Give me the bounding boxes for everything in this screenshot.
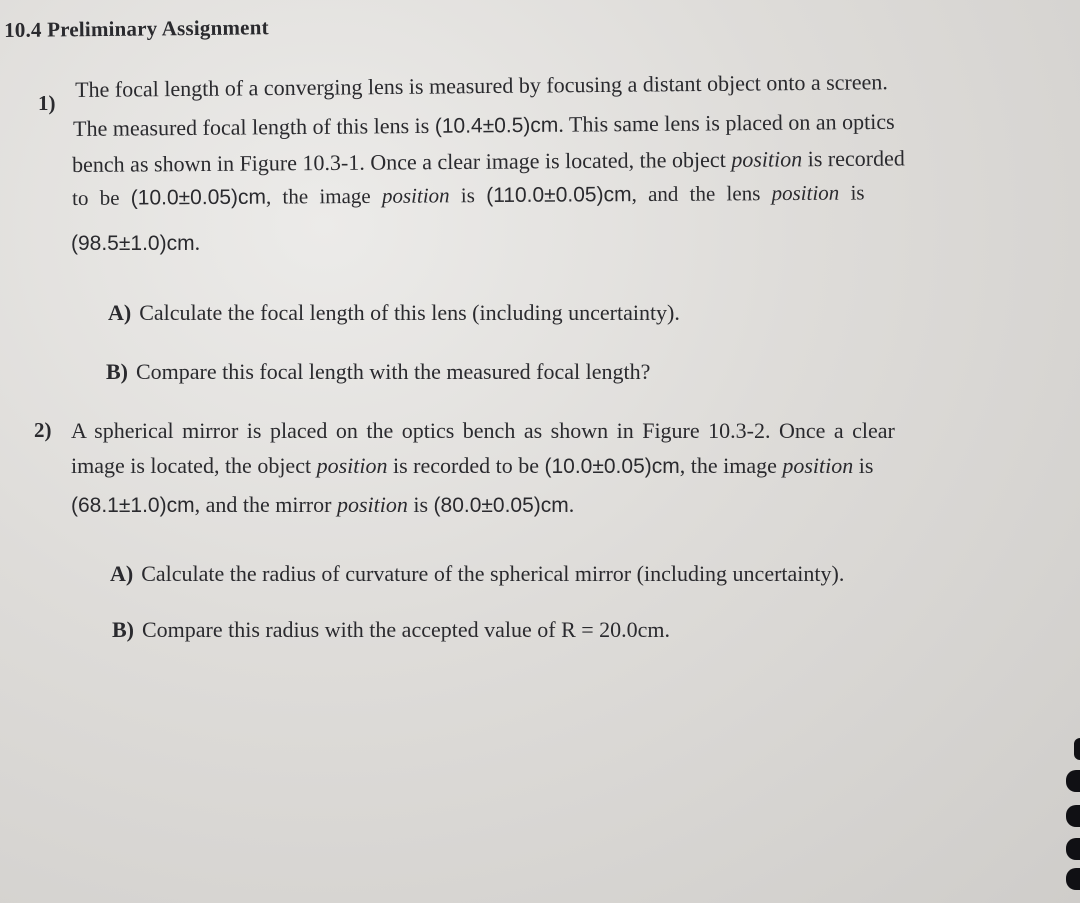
text-run: , the image bbox=[265, 183, 383, 209]
text-run: , and the mirror bbox=[194, 492, 337, 517]
emphasis-position: position bbox=[381, 183, 450, 208]
part-text: Calculate the radius of curvature of the spherical mirror (including uncertainty). bbox=[141, 561, 845, 586]
problem-2-part-a bbox=[110, 561, 844, 587]
problem-1-part-b bbox=[106, 359, 650, 385]
problem-2-line-2 bbox=[71, 453, 873, 479]
problem-2-number: 2) bbox=[34, 418, 52, 442]
text-run: is bbox=[407, 492, 434, 517]
lens-position-value: (98.5±1.0)cm bbox=[71, 232, 195, 255]
emphasis-position: position bbox=[782, 453, 854, 478]
problem-1-line-1: The focal length of a converging lens is measured by focusing a distant object onto a screen. bbox=[75, 69, 888, 102]
text-run: is bbox=[449, 183, 487, 208]
text-run: . This same lens is placed on an optics bbox=[558, 108, 895, 137]
section-heading: 10.4 Preliminary Assignment bbox=[4, 15, 269, 42]
binder-hole bbox=[1066, 805, 1080, 827]
problem-2-line-1: A spherical mirror is placed on the optics bench as shown in Figure 10.3-2. Once a clear bbox=[71, 418, 895, 443]
text-run: is recorded to be bbox=[387, 453, 545, 478]
problem-2-part-b bbox=[112, 617, 670, 643]
text-run: is bbox=[853, 453, 874, 478]
mirror-position-value: (80.0±0.05)cm bbox=[433, 494, 569, 517]
image-position-value: (110.0±0.05)cm bbox=[486, 183, 632, 208]
binder-hole bbox=[1074, 738, 1080, 760]
part-text: Compare this focal length with the measured focal length? bbox=[136, 359, 651, 384]
problem-1-number: 1) bbox=[38, 91, 56, 115]
binder-hole bbox=[1066, 838, 1080, 860]
text-run: is recorded bbox=[802, 145, 905, 172]
part-letter: A) bbox=[108, 300, 132, 325]
problem-1-line-4 bbox=[72, 180, 865, 211]
text-run: is bbox=[839, 180, 865, 205]
part-text: Compare this radius with the accepted value of R = 20.0cm. bbox=[142, 617, 671, 642]
emphasis-position: position bbox=[316, 453, 388, 478]
text-run: image is located, the object bbox=[71, 453, 317, 478]
part-text: Calculate the focal length of this lens (including uncertainty). bbox=[139, 300, 680, 325]
problem-1-line-2 bbox=[73, 109, 895, 142]
text-run: , the image bbox=[679, 453, 783, 478]
text-run: . bbox=[568, 492, 575, 517]
emphasis-position: position bbox=[336, 492, 408, 517]
binder-hole bbox=[1066, 770, 1080, 792]
emphasis-position: position bbox=[771, 180, 840, 206]
emphasis-position: position bbox=[731, 146, 803, 172]
part-letter: B) bbox=[106, 359, 128, 384]
problem-1-line-5 bbox=[71, 230, 200, 256]
object-position-value: (10.0±0.05)cm bbox=[130, 185, 267, 210]
binder-hole bbox=[1066, 868, 1080, 890]
problem-1-part-a bbox=[108, 300, 680, 326]
measured-focal-length-value: (10.4±0.5)cm bbox=[434, 113, 559, 138]
object-position-value: (10.0±0.05)cm bbox=[544, 455, 680, 478]
image-position-value: (68.1±1.0)cm bbox=[71, 494, 195, 517]
text-run: The measured focal length of this lens is bbox=[73, 112, 435, 141]
text-run: to be bbox=[72, 185, 131, 210]
problem-2-line-3 bbox=[71, 492, 574, 518]
problem-1-line-3 bbox=[72, 145, 905, 178]
text-run: . bbox=[194, 230, 201, 255]
part-letter: B) bbox=[112, 617, 134, 642]
part-letter: A) bbox=[110, 561, 134, 586]
text-run: bench as shown in Figure 10.3-1. Once a clear image is located, the object bbox=[72, 146, 732, 177]
text-run: , and the lens bbox=[631, 181, 772, 207]
